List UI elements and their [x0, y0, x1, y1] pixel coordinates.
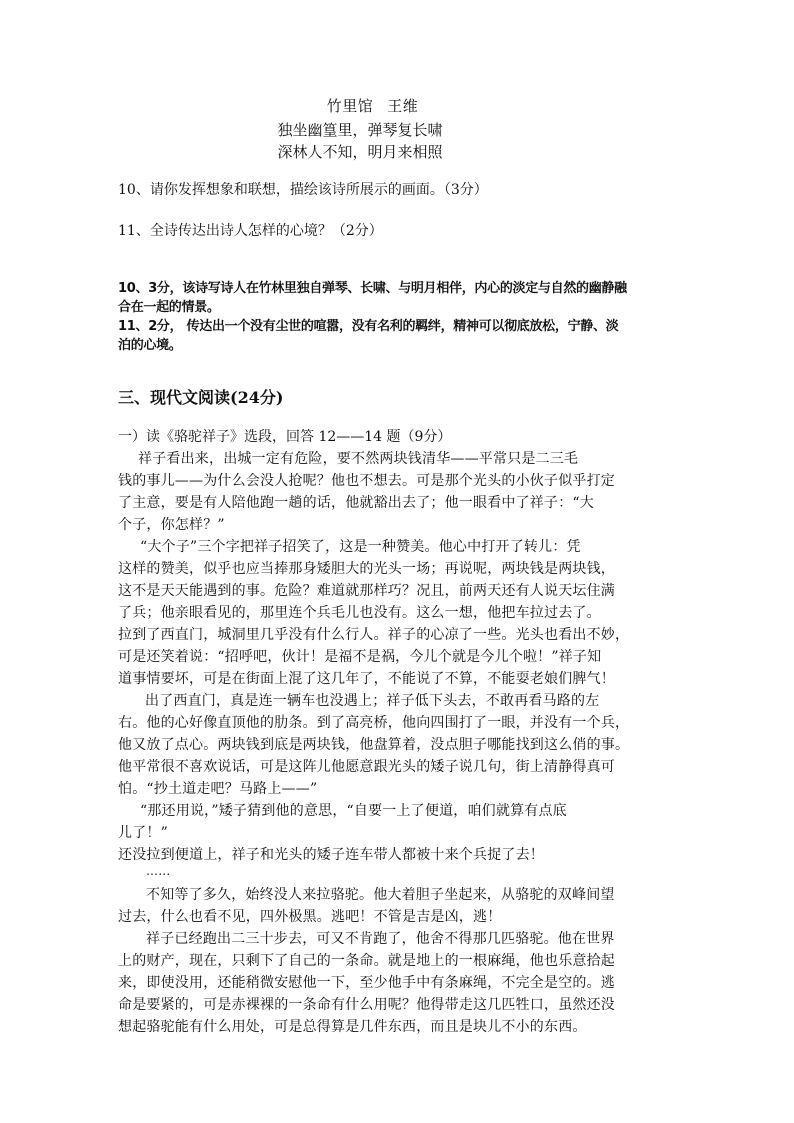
passage-line: 右。他的心好像直顶他的肋条。到了高亮桥，他向四围打了一眼，并没有一个兵，: [118, 715, 630, 731]
subsection-title: 一）读《骆驼祥子》选段，回答 12——14 题（9分）: [118, 429, 452, 445]
passage-line: 不知等了多久，始终没人来拉骆驼。他大着胆子坐起来，从骆驼的双峰间望: [146, 887, 615, 903]
passage-line: “大个子”三个字把祥子招笑了，这是一种赞美。他心中打开了转儿：凭: [140, 539, 581, 555]
poem-line: 独坐幽篁里，弹琴复长啸: [277, 121, 443, 139]
poem-line: 深林人不知，明月来相照: [277, 143, 443, 161]
passage-line: 还没拉到便道上，祥子和光头的矮子连车带人都被十来个兵捉了去！: [118, 847, 544, 863]
passage-line: 拉到了西直门，城洞里几乎没有什么行人。祥子的心凉了一些。光头也看出不妙，: [118, 627, 630, 643]
passage-line: 个子，你怎样？”: [118, 517, 225, 533]
passage-line: 这不是天天能遇到的事。危险？难道就那样巧？况且，前两天还有人说天坛住满: [118, 583, 615, 599]
passage-line: 可是还笑着说：“招呼吧，伙计！是福不是祸，今儿个就是今儿个啦！”祥子知: [118, 649, 602, 665]
passage-line: 想起骆驼能有什么用处，可是总得算是几件东西，而且是块儿不小的东西。: [118, 1019, 587, 1035]
passage-line: 这样的赞美，似乎也应当捧那身矮胆大的光头一场；再说呢，两块钱是两块钱，: [118, 561, 615, 577]
question-11: 11、全诗传达出诗人怎样的心境？（2分）: [118, 223, 383, 239]
poem-title: 竹里馆: [326, 97, 374, 115]
answer-line: 11、2分， 传达出一个没有尘世的喧嚣，没有名利的羁绊，精神可以彻底放松，宁静、淡: [118, 319, 619, 334]
passage-line: 钱的事儿——为什么会没人抢呢？他也不想去。可是那个光头的小伙子似乎打定: [118, 473, 615, 489]
answer-line: 泊的心境。: [118, 338, 182, 353]
poem-author: 王维: [387, 97, 419, 115]
section-title: 三、现代文阅读(24分): [118, 388, 284, 407]
question-10: 10、请你发挥想象和联想，描绘该诗所展示的画面。（3分）: [118, 182, 488, 198]
passage-line: 过去，什么也看不见，四外极黑。逃吧！不管是吉是凶，逃！: [118, 909, 502, 925]
passage-line: 祥子已经跑出二三十步去，可又不肯跑了，他舍不得那几匹骆驼。他在世界: [146, 931, 615, 947]
poem-title-line: [0, 95, 745, 116]
passage-line: 儿了！”: [118, 825, 168, 841]
answer-line: 合在一起的情景。: [118, 300, 220, 315]
passage-line: 了兵；他亲眼看见的，那里连个兵毛儿也没有。这么一想，他把车拉过去了。: [118, 605, 601, 621]
passage-line: 怕。“抄土道走吧？马路上——”: [118, 781, 318, 797]
answer-line: 10、3分，该诗写诗人在竹林里独自弹琴、长啸、与明月相伴，内心的淡定与自然的幽静融: [118, 281, 627, 296]
passage-line: “那还用说，”矮子猜到他的意思，“自要一上了便道，咱们就算有点底: [140, 803, 567, 819]
passage-line: 了主意，要是有人陪他跑一趟的话，他就豁出去了；他一眼看中了祥子：“大: [118, 495, 594, 511]
passage-line: 祥子看出来，出城一定有危险，要不然两块钱清华——平常只是二三毛: [138, 451, 579, 467]
passage-line: 来，即使没用，还能稍微安慰他一下，至少他手中有条麻绳，不完全是空的。逃: [118, 975, 615, 991]
ellipsis: ……: [146, 864, 171, 878]
passage-line: 上的财产，现在，只剩下了自己的一条命。就是地上的一根麻绳，他也乐意拾起: [118, 953, 615, 969]
passage-line: 出了西直门，真是连一辆车也没遇上；祥子低下头去，不敢再看马路的左: [145, 693, 600, 709]
passage-line: 他平常很不喜欢说话，可是这阵儿他愿意跟光头的矮子说几句，街上清静得真可: [118, 759, 615, 775]
passage-line: 他又放了点心。两块钱到底是两块钱，他盘算着，没点胆子哪能找到这么俏的事。: [118, 737, 630, 753]
passage-line: 命是要紧的，可是赤裸裸的一条命有什么用呢？他得带走这几匹牲口，虽然还没: [118, 997, 615, 1013]
passage-line: 道事情要坏，可是在街面上混了这几年了，不能说了不算，不能耍老娘们脾气！: [118, 671, 615, 687]
